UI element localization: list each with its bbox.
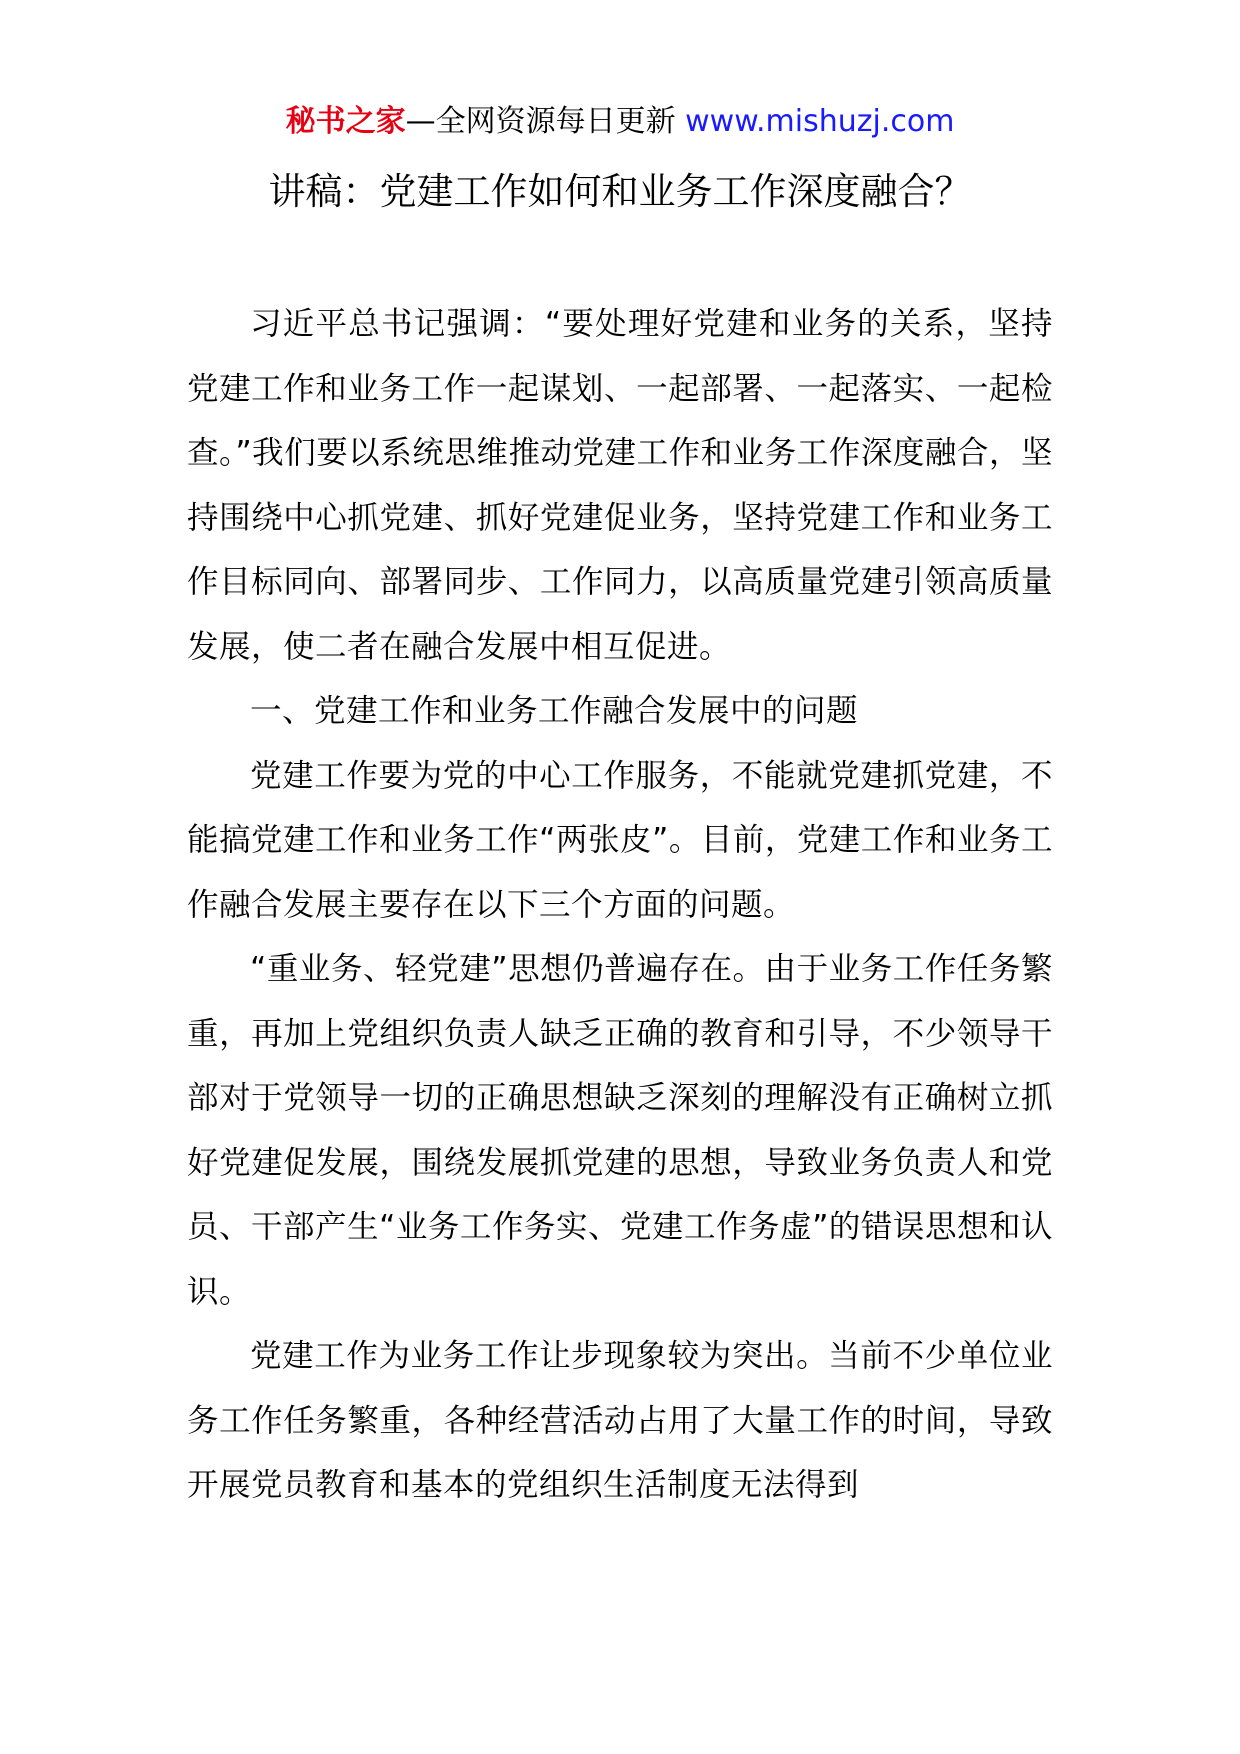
paragraph: 党建工作为业务工作让步现象较为突出。当前不少单位业务工作任务繁重，各种经营活动占用了大量工作的时间，导致开展党员教育和基本的党组织生活制度无法得到 bbox=[187, 1338, 1053, 1503]
site-brand: 秘书之家 bbox=[285, 104, 406, 139]
site-url-link[interactable]: www.mishuzj.com bbox=[685, 104, 955, 139]
paragraph-intro: 习近平总书记强调：“要处理好党建和业务的关系，坚持党建工作和业务工作一起谋划、一起部署、一起落实、一起检查。”我们要以系统思维推动党建工作和业务工作深度融合，坚持围绕中心抓党建、抓好党建促业务，坚持党建工作和业务工作目标同向、部署同步、工作同力，以高质量党建引领高质量发展，使二者在融合发展中相互促进。 bbox=[187, 306, 1053, 665]
document-body bbox=[187, 292, 1053, 1518]
section-heading-1: 一、党建工作和业务工作融合发展中的问题 bbox=[250, 693, 859, 729]
site-slogan: —全网资源每日更新 bbox=[405, 104, 686, 139]
site-header bbox=[0, 102, 1240, 142]
paragraph: “重业务、轻党建”思想仍普遍存在。由于业务工作任务繁重，再加上党组织负责人缺乏正确的教育和引导，不少领导干部对于党领导一切的正确思想缺乏深刻的理解没有正确树立抓好党建促发展，围绕发展抓党建的思想，导致业务负责人和党员、干部产生“业务工作务实、党建工作务虚”的错误思想和认识。 bbox=[187, 951, 1053, 1310]
paragraph: 党建工作要为党的中心工作服务，不能就党建抓党建，不能搞党建工作和业务工作“两张皮”。目前，党建工作和业务工作融合发展主要存在以下三个方面的问题。 bbox=[187, 757, 1053, 923]
document-title: 讲稿：党建工作如何和业务工作深度融合？ bbox=[268, 170, 972, 213]
